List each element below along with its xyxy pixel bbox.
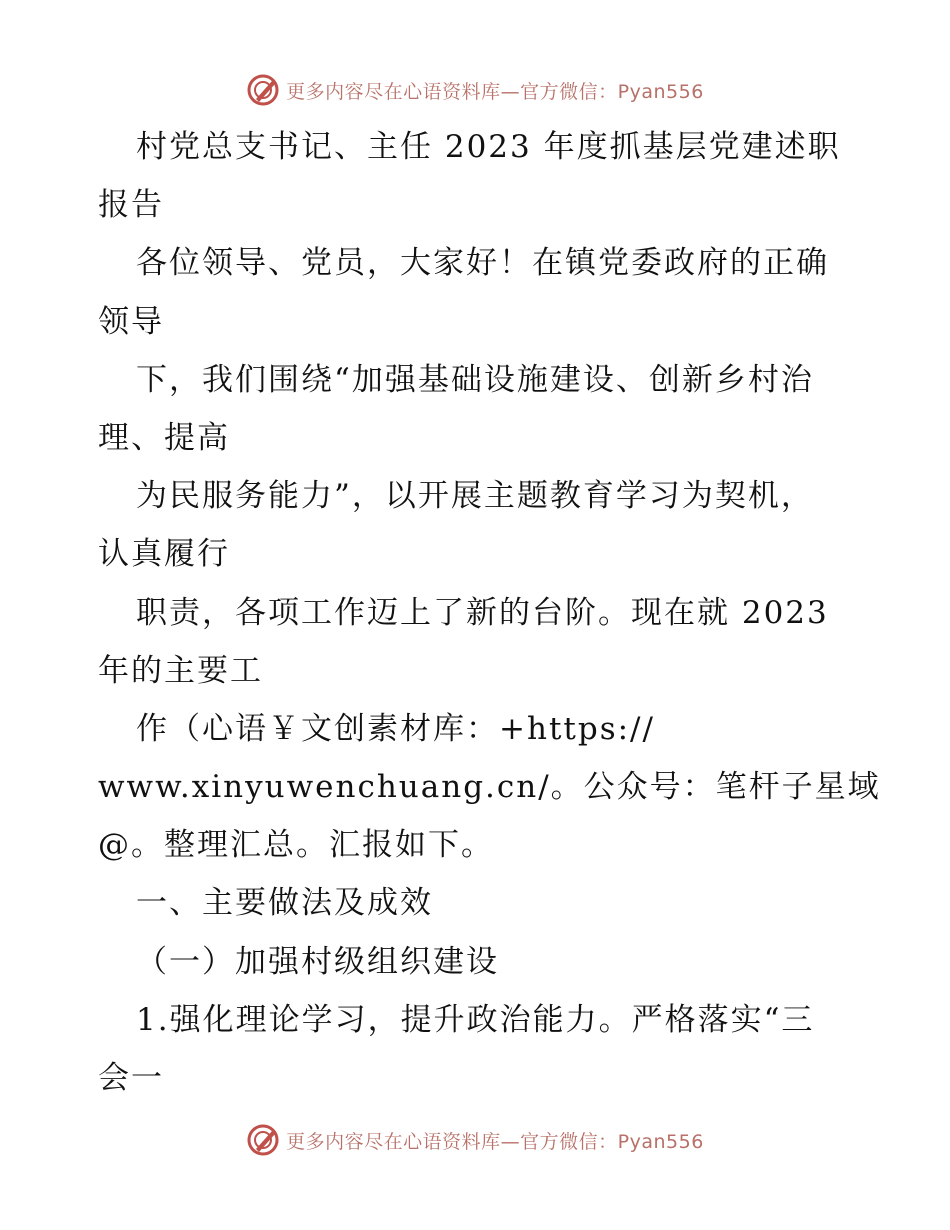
paragraph-line: 为民服务能力”，以开展主题教育学习为契机， — [136, 478, 814, 515]
paragraph-line: 各位领导、党员，大家好！在镇党委政府的正确 — [136, 245, 829, 282]
document-body — [98, 118, 881, 1107]
header-banner — [0, 70, 950, 110]
paragraph-line: 作（心语￥文创素材库：+https:// — [136, 710, 655, 747]
paragraph-line: @。整理汇总。汇报如下。 — [98, 827, 494, 864]
paragraph-line: 1.强化理论学习，提升政治能力。严格落实“三 — [136, 1001, 815, 1038]
pen-logo-icon — [246, 1123, 280, 1157]
title-line-1: 村党总支书记、主任 2023 年度抓基层党建述职 — [136, 129, 841, 165]
section-heading: 一、主要做法及成效 — [136, 885, 433, 922]
paragraph-line: 会一 — [98, 1060, 164, 1096]
paragraph-line: 职责，各项工作迈上了新的台阶。现在就 2023 — [136, 594, 829, 631]
footer-banner — [0, 1120, 950, 1160]
pen-logo-icon — [246, 73, 280, 107]
header-banner-text: 更多内容尽在心语资料库—官方微信：Pyan556 — [286, 80, 704, 103]
footer-banner-text: 更多内容尽在心语资料库—官方微信：Pyan556 — [286, 1130, 704, 1153]
subsection-heading: （一）加强村级组织建设 — [136, 943, 499, 980]
paragraph-line: 理、提高 — [98, 419, 230, 456]
paragraph-line: 认真履行 — [98, 536, 230, 573]
paragraph-line: 领导 — [98, 303, 164, 340]
paragraph-line: 年的主要工 — [98, 652, 263, 689]
paragraph-line: 下，我们围绕“加强基础设施建设、创新乡村治 — [136, 361, 814, 398]
title-line-2: 报告 — [98, 187, 164, 224]
paragraph-line: www.xinyuwenchuang.cn/。公众号：笔杆子星域 — [98, 769, 881, 806]
